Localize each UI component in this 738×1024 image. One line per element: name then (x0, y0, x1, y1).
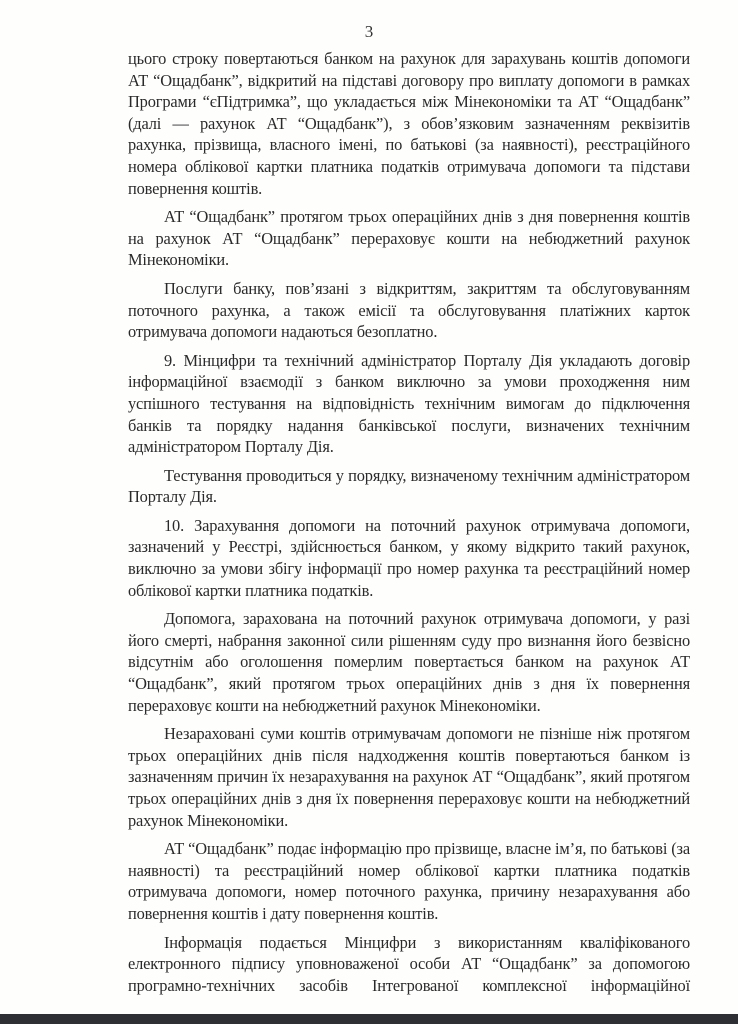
document-body (128, 48, 690, 996)
paragraph-testing: Тестування проводиться у порядку, визначеному технічним адміністратором Порталу Дія. (128, 465, 690, 507)
paragraph-bank-services-free: Послуги банку, пов’язані з відкриттям, закриттям та обслуговуванням поточного рахунка, а також емісії та обслуговування платіжних карток отримувача допомоги надаються безоплатно. (128, 278, 690, 342)
paragraph-death-return: Допомога, зарахована на поточний рахунок отримувача допомоги, у разі його смерті, набрання законної сили рішенням суду про визнання його безвісно відсутнім або оголошення померлим повертається банком на рахунок АТ “Ощадбанк”, який протягом трьох операційних днів з дня їх повернення перераховує кошти на небюджетний рахунок Мінекономіки. (128, 609, 690, 715)
paragraph-item-9: 9. Мінцифри та технічний адміністратор Порталу Дія укладають договір інформаційної взаємодії з банком виключно за умови проходження ним успішного тестування на відповідність технічним вимогам до підключення банків та порядку надання банківської послуги, визначених технічним адміністратором Порталу Дія. (128, 350, 690, 457)
page-number: 3 (364, 22, 374, 41)
scan-bottom-edge (0, 1014, 738, 1024)
paragraph-info-submission: Інформація подається Мінцифри з використанням кваліфікованого електронного підпису уповноваженої особи АТ “Ощадбанк” за допомогою програмно-технічних засобів Інтегрованої комплексної інформаційної (128, 932, 690, 995)
paragraph-item-10: 10. Зарахування допомоги на поточний рахунок отримувача допомоги, зазначений у Реєстрі, здійснюється банком, у якому відкрито такий рахунок, виключно за умови збігу інформації про номер рахунка та реєстраційний номер облікової картки платника податків. (128, 515, 690, 600)
paragraph-continuation: цього строку повертаються банком на рахунок для зарахувань коштів допомоги АТ “Ощадбанк”, відкритий на підставі договору про виплату допомоги в рамках Програми “єПідтримка”, що укладається між Мінекономіки та АТ “Ощадбанк” (далі — рахунок АТ “Ощадбанк”), з обов’язковим зазначенням реквізитів рахунка, прізвища, власного імені, по батькові (за наявності), реєстраційного номера облікової картки платника податків отримувача допомоги та підстави повернення коштів. (128, 49, 690, 198)
paragraph-oschadbank-info: АТ “Ощадбанк” подає інформацію про прізвище, власне ім’я, по батькові (за наявності) та реєстраційний номер облікової картки платника податків отримувача допомоги, номер поточного рахунка, причину незарахування або повернення коштів і дату повернення коштів. (128, 839, 690, 923)
paragraph-oschadbank-transfer: АТ “Ощадбанк” протягом трьох операційних днів з дня повернення коштів на рахунок АТ “Ощадбанк” перераховує кошти на небюджетний рахунок Мінекономіки. (128, 207, 690, 270)
paragraph-uncredited-sums: Незараховані суми коштів отримувачам допомоги не пізніше ніж протягом трьох операційних днів після надходження коштів повертаються банком із зазначенням причин їх незарахування на рахунок АТ “Ощадбанк”, який протягом трьох операційних днів з дня їх повернення перераховує кошти на небюджетний рахунок Мінекономіки. (128, 724, 690, 830)
